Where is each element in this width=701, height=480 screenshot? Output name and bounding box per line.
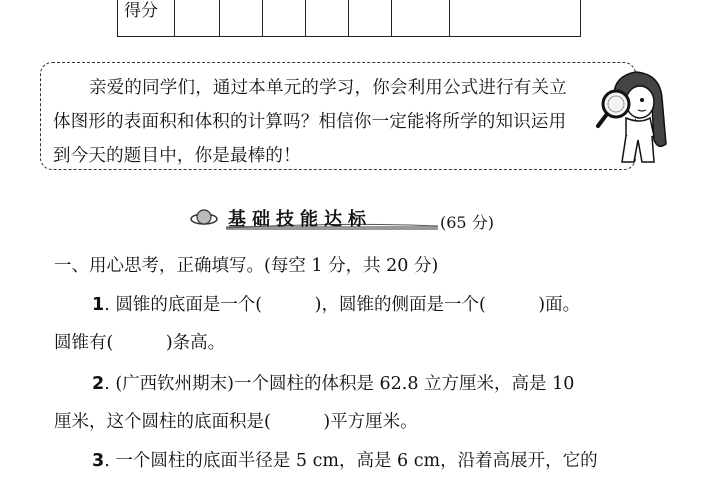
score-label: 得分 (118, 0, 175, 36)
section-title: 基础技能达标 (228, 209, 372, 230)
score-cell (392, 0, 450, 36)
question-number: 1 (92, 295, 105, 315)
section-score: (65 分) (440, 213, 494, 232)
question-number: 3 (92, 451, 105, 471)
section-banner (190, 202, 510, 236)
question-3-line1: 3. 一个圆柱的底面半径是 5 cm，高是 6 cm，沿着高展开，它的 (92, 451, 598, 471)
question-1-line1: 1. 圆锥的底面是一个( )，圆锥的侧面是一个( )面。 (92, 295, 581, 315)
question-number: 2 (92, 374, 105, 394)
question-2-line2: 厘米，这个圆柱的底面积是( )平方厘米。 (54, 412, 418, 432)
score-cell (306, 0, 349, 36)
intro-text: 亲爱的同学们，通过本单元的学习，你会利用公式进行有关立体图形的表面积和体积的计算吗？相信你一定能将所学的知识运用到今天的题目中，你是最棒的！ (53, 78, 567, 166)
score-cell (175, 0, 220, 36)
mascot-magnifier-icon (596, 66, 676, 170)
score-cell (220, 0, 263, 36)
intro-box (40, 62, 636, 170)
part1-heading: 一、用心思考，正确填写。(每空 1 分，共 20 分) (54, 256, 439, 276)
question-2-line1: 2. (广西钦州期末)一个圆柱的体积是 62.8 立方厘米，高是 10 (92, 374, 575, 394)
score-cell (450, 0, 578, 36)
score-table (117, 0, 581, 37)
score-cell (349, 0, 392, 36)
question-1-line2: 圆锥有( )条高。 (54, 333, 226, 353)
score-cell (263, 0, 306, 36)
